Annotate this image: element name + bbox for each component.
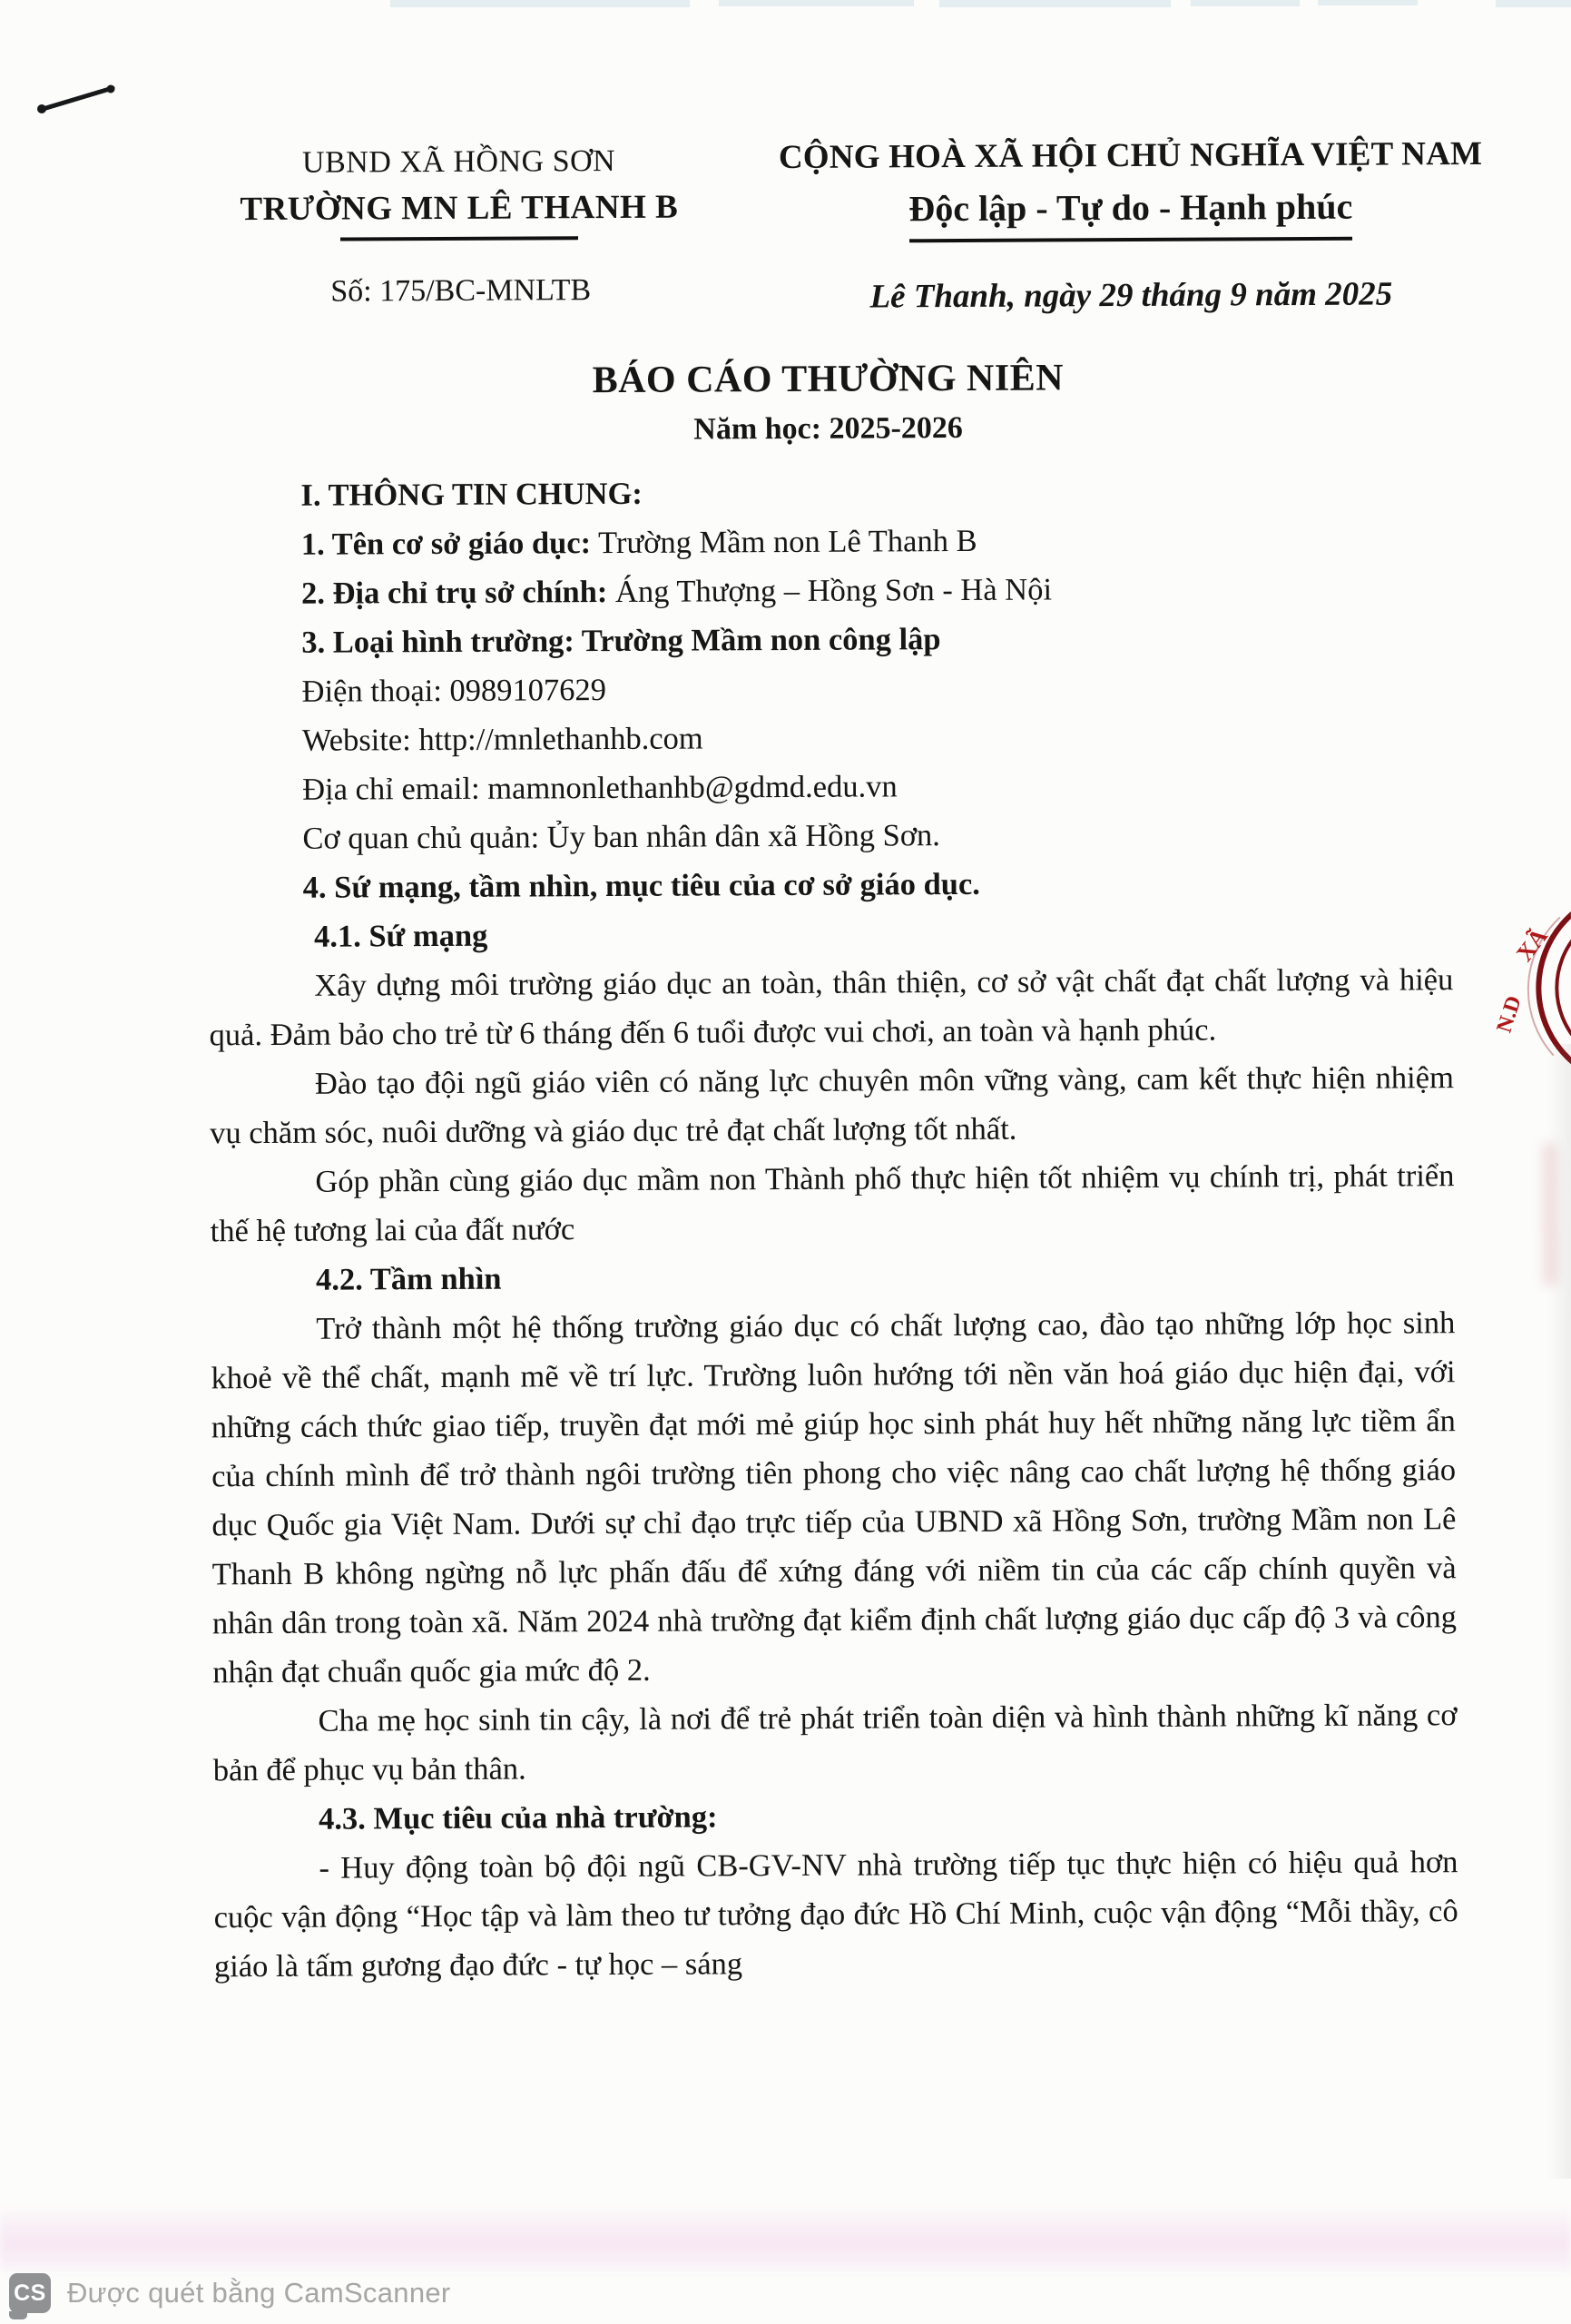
field-phone: Điện thoại: 0989107629 [301, 673, 607, 709]
national-motto-block [740, 134, 1521, 244]
place-dateline: Lê Thanh, ngày 29 tháng 9 năm 2025 [869, 275, 1393, 316]
scan-edge-shadow [1547, 1044, 1571, 2179]
camscanner-footer [0, 2268, 1571, 2324]
document-title: BÁO CÁO THƯỜNG NIÊN [592, 357, 1065, 402]
field-value: Áng Thượng – Hồng Sơn - Hà Nội [607, 572, 1053, 610]
field-label: 1. Tên cơ sở giáo dục: [300, 526, 592, 562]
field-school-type [301, 612, 1451, 667]
field-governing-body: Cơ quan chủ quản: Ủy ban nhân dân xã Hồng Sơn. [302, 818, 940, 856]
document-body [206, 465, 1458, 1991]
scan-color-artifact [0, 2204, 1571, 2275]
mission-paragraph-3: Góp phần cùng giáo dục mầm non Thành phố thực hiện tốt nhiệm vụ chính trị, phát triển thế hệ tương lai của đất nước [210, 1158, 1455, 1249]
field-school-name [301, 514, 1451, 569]
agency-underline [340, 236, 578, 241]
field-website: Website: http://mnlethanhb.com [301, 721, 703, 758]
field-label: 3. Loại hình trường: [301, 624, 574, 660]
national-motto: Độc lập - Tự do - Hạnh phúc [908, 185, 1353, 230]
section-heading-general-info: I. THÔNG TIN CHUNG: [300, 476, 643, 513]
field-email: Địa chỉ email: mamnonlethanhb@gdmd.edu.vn [302, 769, 898, 807]
document-title-block [206, 354, 1450, 449]
agency-name: TRƯỜNG MN LÊ THANH B [240, 188, 679, 229]
document-number: Số: 175/BC-MNLTB [330, 273, 592, 309]
field-label: 2. Địa chỉ trụ sở chính: [300, 575, 608, 611]
national-title: CỘNG HOÀ XÃ HỘI CHỦ NGHĨA VIỆT NAM [778, 134, 1483, 177]
issuing-agency-block [200, 143, 718, 241]
motto-underline [909, 237, 1352, 243]
school-year-subtitle: Năm học: 2025-2026 [693, 410, 963, 447]
camscanner-logo-foot [9, 2311, 27, 2319]
scanned-by-label: Được quét bằng CamScanner [67, 2277, 451, 2309]
field-address [301, 563, 1451, 618]
stamp-text-xa: XÃ [1511, 922, 1553, 967]
stamp-text-nd: N.D [1492, 992, 1527, 1036]
subsection-objectives: 4.3. Mục tiêu của nhà trường: [319, 1799, 718, 1837]
vision-paragraph-1: Trở thành một hệ thống trường giáo dục có chất lượng cao, đào tạo những lớp học sinh khoẻ về thể chất, mạnh mẽ về trí lực. Trường luôn hướng tới nền văn hoá giáo dục hiện đại, với những cách thức giao tiếp, truyền đạt mới mẻ giúp học sinh phát huy hết những năng lực tiềm ẩn của chính mình để trở thành ngôi trường tiên phong cho việc nâng cao chất lượng hệ thống giáo dục Quốc gia Việt Nam. Dưới sự chỉ đạo trực tiếp của UBND xã Hồng Sơn, trường Mầm non Lê Thanh B không ngừng nỗ lực phấn đấu để xứng đáng với niềm tin của các cấp chính quyền và nhân dân trong toàn xã. Năm 2024 nhà trường đạt kiểm định chất lượng giáo dục cấp độ 3 và công nhận đạt chuẩn quốc gia mức độ 2. [211, 1305, 1458, 1690]
subsection-vision: 4.2. Tầm nhìn [315, 1261, 502, 1297]
subsection-mission: 4.1. Sứ mạng [313, 918, 488, 954]
mission-paragraph-2: Đào tạo đội ngũ giáo viên có năng lực chuyên môn vững vàng, cam kết thực hiện nhiệm vụ chăm sóc, nuôi dưỡng và giáo dục trẻ đạt chất lượng tốt nhất. [210, 1060, 1454, 1151]
agency-parent-name: UBND XÃ HỒNG SƠN [301, 143, 616, 180]
mission-paragraph-1: Xây dựng môi trường giáo dục an toàn, thân thiện, cơ sở vật chất đạt chất lượng và hiệu quả. Đảm bảo cho trẻ từ 6 tháng đến 6 tuổi được vui chơi, an toàn và hạnh phúc. [209, 962, 1454, 1053]
section-heading-mission-vision: 4. Sứ mạng, tầm nhìn, mục tiêu của cơ sở giáo dục. [302, 866, 980, 905]
field-value: Trường Mầm non công lập [574, 622, 941, 659]
field-value: Trường Mầm non Lê Thanh B [591, 523, 977, 561]
objectives-paragraph-1: - Huy động toàn bộ đội ngũ CB-GV-NV nhà trường tiếp tục thực hiện có hiệu quả hơn cuộc vận động “Học tập và làm theo tư tưởng đạo đức Hồ Chí Minh, cuộc vận động “Mỗi thầy, cô giáo là tấm gương đạo đức - tự học – sáng [213, 1845, 1458, 1984]
vision-paragraph-2: Cha mẹ học sinh tin cậy, là nơi để trẻ phát triển toàn diện và hình thành những kĩ năng cơ bản để phục vụ bản thân. [212, 1698, 1458, 1788]
camscanner-logo-icon: CS [9, 2273, 51, 2313]
